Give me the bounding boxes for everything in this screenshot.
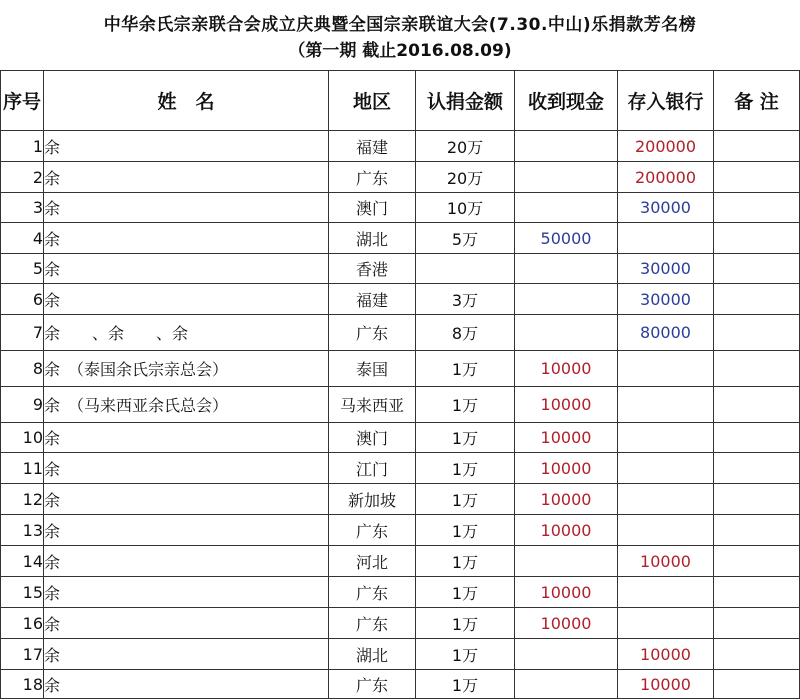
remark [714, 515, 800, 546]
donor-region: 泰国 [329, 351, 416, 387]
page-subtitle: （第一期 截止2016.08.09) [288, 41, 512, 61]
row-number: 13 [1, 515, 44, 546]
table-row [1, 387, 800, 423]
table-row [1, 515, 800, 546]
row-number: 16 [1, 608, 44, 639]
table-row [1, 423, 800, 453]
cash-received [515, 162, 618, 193]
pledge-amount: 8万 [416, 315, 515, 351]
table-row [1, 223, 800, 254]
remark [714, 131, 800, 162]
remark [714, 639, 800, 670]
row-number: 10 [1, 423, 44, 453]
row-number: 1 [1, 131, 44, 162]
header-note: 备 注 [714, 71, 800, 131]
remark [714, 351, 800, 387]
pledge-amount: 1万 [416, 515, 515, 546]
bank-deposit: 30000 [618, 254, 714, 284]
table-row [1, 639, 800, 670]
cash-received: 10000 [515, 453, 618, 484]
header-cash: 收到现金 [515, 71, 618, 131]
table-row [1, 193, 800, 223]
table-row [1, 254, 800, 284]
bank-deposit: 10000 [618, 546, 714, 577]
donor-region: 广东 [329, 515, 416, 546]
title-block [0, 0, 800, 68]
table-row [1, 484, 800, 515]
row-number: 11 [1, 453, 44, 484]
donor-region: 香港 [329, 254, 416, 284]
row-number: 17 [1, 639, 44, 670]
donor-table [0, 70, 800, 699]
remark [714, 193, 800, 223]
pledge-amount: 20万 [416, 131, 515, 162]
bank-deposit: 30000 [618, 193, 714, 223]
cash-received: 10000 [515, 387, 618, 423]
table-row [1, 131, 800, 162]
bank-deposit [618, 351, 714, 387]
cash-received: 10000 [515, 515, 618, 546]
table-row [1, 577, 800, 608]
remark [714, 223, 800, 254]
cash-received [515, 193, 618, 223]
bank-deposit [618, 608, 714, 639]
donor-name: 余 [44, 608, 329, 639]
donor-name: 余 [44, 223, 329, 254]
remark [714, 162, 800, 193]
donor-region: 福建 [329, 284, 416, 315]
donor-region: 澳门 [329, 423, 416, 453]
row-number: 18 [1, 670, 44, 699]
remark [714, 453, 800, 484]
cash-received [515, 131, 618, 162]
bank-deposit [618, 484, 714, 515]
donor-name: 余 [44, 193, 329, 223]
cash-received: 10000 [515, 423, 618, 453]
table-row [1, 315, 800, 351]
cash-received: 50000 [515, 223, 618, 254]
row-number: 14 [1, 546, 44, 577]
donor-name: 余 [44, 254, 329, 284]
donor-region: 湖北 [329, 639, 416, 670]
row-number: 4 [1, 223, 44, 254]
cash-received: 10000 [515, 351, 618, 387]
remark [714, 423, 800, 453]
bank-deposit [618, 423, 714, 453]
cash-received [515, 546, 618, 577]
table-header-row [1, 71, 800, 131]
remark [714, 608, 800, 639]
row-number: 8 [1, 351, 44, 387]
donor-name: 余 [44, 453, 329, 484]
donor-region: 广东 [329, 608, 416, 639]
pledge-amount: 1万 [416, 639, 515, 670]
header-no: 序号 [1, 71, 44, 131]
bank-deposit: 200000 [618, 162, 714, 193]
cash-received: 10000 [515, 577, 618, 608]
pledge-amount: 3万 [416, 284, 515, 315]
cash-received [515, 254, 618, 284]
donor-region: 江门 [329, 453, 416, 484]
pledge-amount: 1万 [416, 351, 515, 387]
donor-name: 余 [44, 515, 329, 546]
donor-name: 余 （马来西亚余氏总会） [44, 387, 329, 423]
header-region: 地区 [329, 71, 416, 131]
donor-region: 广东 [329, 162, 416, 193]
row-number: 6 [1, 284, 44, 315]
cash-received [515, 639, 618, 670]
remark [714, 670, 800, 699]
header-bank: 存入银行 [618, 71, 714, 131]
bank-deposit: 80000 [618, 315, 714, 351]
bank-deposit: 10000 [618, 670, 714, 699]
table-row [1, 670, 800, 699]
table-body [1, 131, 800, 699]
donor-name: 余 （泰国余氏宗亲总会） [44, 351, 329, 387]
cash-received: 10000 [515, 608, 618, 639]
table-row [1, 546, 800, 577]
donor-name: 余 [44, 423, 329, 453]
remark [714, 254, 800, 284]
donor-name: 余 [44, 546, 329, 577]
cash-received [515, 284, 618, 315]
donor-region: 马来西亚 [329, 387, 416, 423]
donor-region: 广东 [329, 315, 416, 351]
donor-region: 广东 [329, 670, 416, 699]
pledge-amount [416, 254, 515, 284]
donor-region: 澳门 [329, 193, 416, 223]
remark [714, 577, 800, 608]
table-row [1, 162, 800, 193]
remark [714, 315, 800, 351]
table-row [1, 351, 800, 387]
row-number: 7 [1, 315, 44, 351]
pledge-amount: 10万 [416, 193, 515, 223]
donor-region: 福建 [329, 131, 416, 162]
donor-name: 余 [44, 670, 329, 699]
pledge-amount: 20万 [416, 162, 515, 193]
pledge-amount: 1万 [416, 453, 515, 484]
donor-name: 余 [44, 284, 329, 315]
pledge-amount: 5万 [416, 223, 515, 254]
donor-region: 湖北 [329, 223, 416, 254]
pledge-amount: 1万 [416, 546, 515, 577]
bank-deposit [618, 577, 714, 608]
pledge-amount: 1万 [416, 423, 515, 453]
pledge-amount: 1万 [416, 577, 515, 608]
remark [714, 284, 800, 315]
bank-deposit: 30000 [618, 284, 714, 315]
donor-region: 河北 [329, 546, 416, 577]
row-number: 5 [1, 254, 44, 284]
table-row [1, 608, 800, 639]
row-number: 9 [1, 387, 44, 423]
donor-name: 余 [44, 131, 329, 162]
pledge-amount: 1万 [416, 670, 515, 699]
donor-name: 余 [44, 639, 329, 670]
pledge-amount: 1万 [416, 484, 515, 515]
bank-deposit [618, 453, 714, 484]
pledge-amount: 1万 [416, 387, 515, 423]
bank-deposit [618, 387, 714, 423]
header-name: 姓 名 [44, 71, 329, 131]
donor-name: 余 [44, 577, 329, 608]
bank-deposit: 10000 [618, 639, 714, 670]
table-row [1, 284, 800, 315]
pledge-amount: 1万 [416, 608, 515, 639]
bank-deposit [618, 223, 714, 254]
row-number: 12 [1, 484, 44, 515]
table-row [1, 453, 800, 484]
row-number: 2 [1, 162, 44, 193]
cash-received: 10000 [515, 484, 618, 515]
donor-name: 余 [44, 162, 329, 193]
donor-region: 新加坡 [329, 484, 416, 515]
remark [714, 484, 800, 515]
cash-received [515, 315, 618, 351]
cash-received [515, 670, 618, 699]
donor-name: 余 、余 、余 [44, 315, 329, 351]
remark [714, 546, 800, 577]
page-title: 中华余氏宗亲联合会成立庆典暨全国宗亲联谊大会(7.30.中山)乐捐款芳名榜 [103, 15, 697, 35]
row-number: 3 [1, 193, 44, 223]
bank-deposit: 200000 [618, 131, 714, 162]
header-pledge: 认捐金额 [416, 71, 515, 131]
donor-name: 余 [44, 484, 329, 515]
bank-deposit [618, 515, 714, 546]
donor-region: 广东 [329, 577, 416, 608]
row-number: 15 [1, 577, 44, 608]
remark [714, 387, 800, 423]
